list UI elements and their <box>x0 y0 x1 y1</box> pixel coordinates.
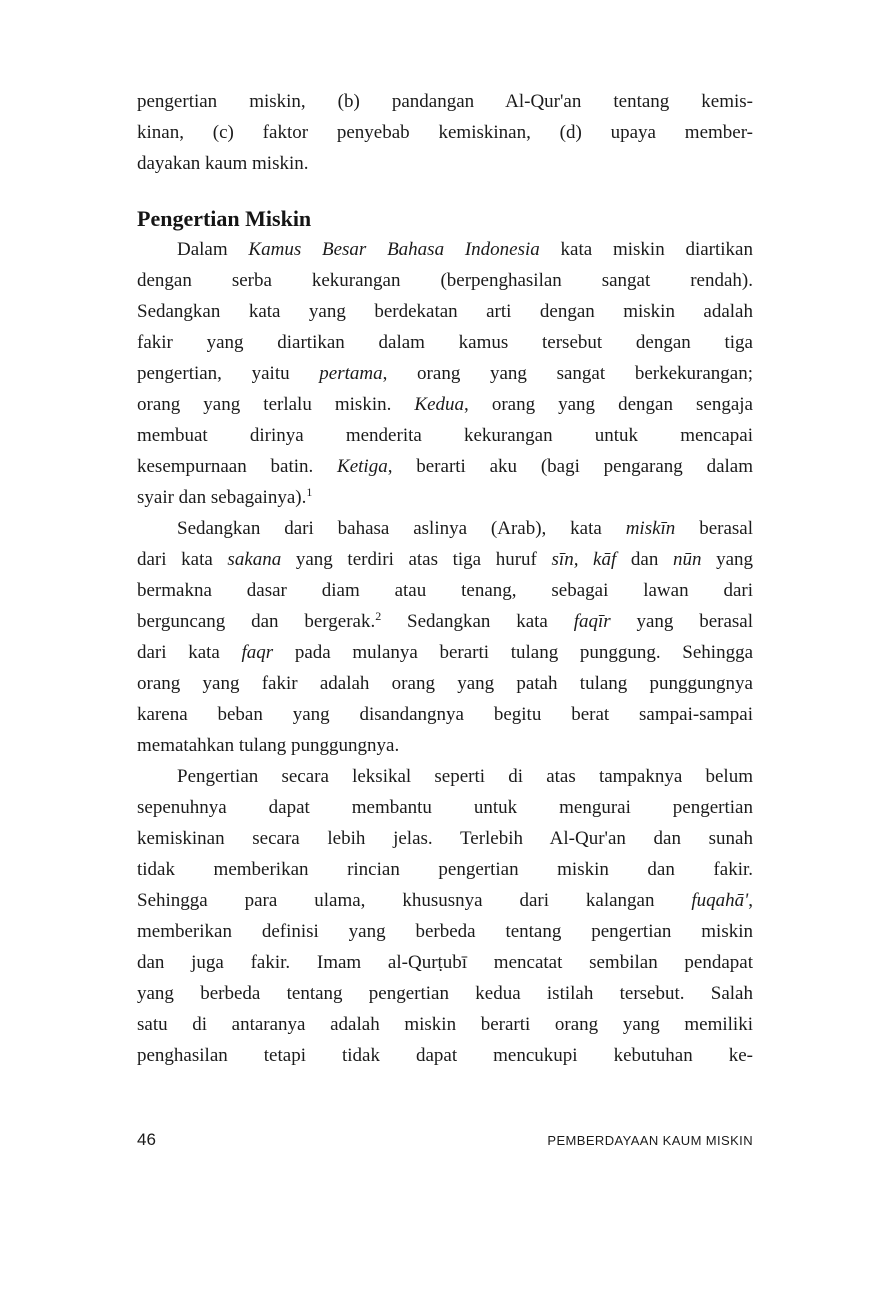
text-segment: Dalam <box>177 239 249 260</box>
paragraph <box>137 86 753 179</box>
text-line <box>137 947 753 978</box>
page-body <box>137 86 753 1071</box>
footnote-ref: 2 <box>375 609 382 623</box>
text-segment: membuat dirinya menderita kekurangan untuk mencapai <box>137 425 753 446</box>
page-number: 46 <box>137 1130 156 1149</box>
running-title: PEMBERDAYAAN KAUM MISKIN <box>547 1133 753 1148</box>
text-segment: pada mulanya berarti tulang punggung. Sehingga <box>273 642 753 663</box>
text-line <box>137 854 753 885</box>
text-line <box>137 792 753 823</box>
text-line <box>137 148 753 179</box>
text-line <box>137 389 753 420</box>
text-line <box>137 1040 753 1071</box>
italic-term: Kedua <box>414 394 465 415</box>
text-line <box>137 885 753 916</box>
text-line <box>137 544 753 575</box>
italic-term: nūn <box>672 549 702 570</box>
text-segment: Sedangkan dari bahasa aslinya (Arab), kata <box>177 518 626 539</box>
text-line <box>137 265 753 296</box>
text-segment: pengertian miskin, (b) pandangan Al-Qur'an tentang kemis- <box>137 91 753 112</box>
text-line <box>137 296 753 327</box>
italic-term: faqīr <box>573 611 611 632</box>
text-line <box>137 916 753 947</box>
italic-term: miskīn <box>625 518 676 539</box>
text-segment: , berarti aku (bagi pengarang dalam <box>387 456 753 477</box>
text-line <box>137 327 753 358</box>
footnote-ref: 1 <box>306 485 313 499</box>
text-segment: memberikan definisi yang berbeda tentang pengertian miskin <box>137 921 753 942</box>
text-segment: yang berbeda tentang pengertian kedua istilah tersebut. Salah <box>137 983 753 1004</box>
italic-term: fuqahā' <box>691 890 749 911</box>
text-segment: orang yang fakir adalah orang yang patah tulang punggungnya <box>137 673 753 694</box>
intro-paragraph-container <box>137 86 753 179</box>
text-segment: dari kata <box>137 549 228 570</box>
text-segment: orang yang terlalu miskin. <box>137 394 415 415</box>
text-segment: , <box>748 890 753 911</box>
text-segment: , orang yang dengan sengaja <box>464 394 753 415</box>
text-line <box>137 513 753 544</box>
text-segment: Sehingga para ulama, khususnya dari kalangan <box>137 890 692 911</box>
text-segment: kesempurnaan batin. <box>137 456 338 477</box>
italic-term: Ketiga <box>337 456 388 477</box>
text-line <box>137 86 753 117</box>
text-segment: satu di antaranya adalah miskin berarti orang yang memiliki <box>137 1014 753 1035</box>
text-line <box>137 668 753 699</box>
text-segment: Pengertian secara leksikal seperti di atas tampaknya belum <box>177 766 753 787</box>
text-segment: fakir yang diartikan dalam kamus tersebut dengan tiga <box>137 332 753 353</box>
text-segment: syair dan sebagainya). <box>137 487 307 508</box>
text-segment: Sedangkan kata yang berdekatan arti dengan miskin adalah <box>137 301 753 322</box>
section-paragraphs-container <box>137 234 753 1071</box>
text-segment: dari kata <box>137 642 242 663</box>
paragraph <box>137 234 753 513</box>
text-segment: berguncang dan bergerak. <box>137 611 376 632</box>
text-segment: dengan serba kekurangan (berpenghasilan sangat rendah). <box>137 270 753 291</box>
italic-term: sakana <box>227 549 282 570</box>
text-line <box>137 978 753 1009</box>
paragraph <box>137 513 753 761</box>
text-segment: bermakna dasar diam atau tenang, sebagai lawan dari <box>137 580 753 601</box>
text-segment: tidak memberikan rincian pengertian miskin dan fakir. <box>137 859 753 880</box>
text-line <box>137 823 753 854</box>
text-segment: kinan, (c) faktor penyebab kemiskinan, (d) upaya member- <box>137 122 753 143</box>
text-line <box>137 761 753 792</box>
text-segment: yang berasal <box>610 611 753 632</box>
text-segment: dayakan kaum miskin. <box>137 153 309 174</box>
text-line <box>137 606 753 637</box>
text-segment: pengertian, yaitu <box>137 363 320 384</box>
paragraph <box>137 761 753 1071</box>
text-line <box>137 117 753 148</box>
italic-term: sīn, kāf <box>551 549 617 570</box>
text-line <box>137 637 753 668</box>
text-line <box>137 358 753 389</box>
text-segment: Sedangkan kata <box>381 611 574 632</box>
text-segment: dan juga fakir. Imam al-Qurṭubī mencatat sembilan pendapat <box>137 952 753 973</box>
text-segment: mematahkan tulang punggungnya. <box>137 735 400 756</box>
italic-term: faqr <box>241 642 274 663</box>
text-line <box>137 234 753 265</box>
text-segment: berasal <box>675 518 753 539</box>
text-line <box>137 575 753 606</box>
text-segment: dan <box>616 549 673 570</box>
text-segment: , orang yang sangat berkekurangan; <box>382 363 753 384</box>
italic-term: pertama <box>319 363 383 384</box>
text-line <box>137 420 753 451</box>
text-line <box>137 1009 753 1040</box>
italic-term: Kamus Besar Bahasa Indonesia <box>248 239 540 260</box>
text-line <box>137 482 753 513</box>
text-segment: kemiskinan secara lebih jelas. Terlebih Al-Qur'an dan sunah <box>137 828 753 849</box>
text-segment: sepenuhnya dapat membantu untuk mengurai pengertian <box>137 797 753 818</box>
text-segment: kata miskin diartikan <box>539 239 753 260</box>
text-line <box>137 699 753 730</box>
text-segment: penghasilan tetapi tidak dapat mencukupi kebutuhan ke- <box>137 1045 753 1066</box>
text-segment: yang <box>701 549 753 570</box>
text-line <box>137 730 753 761</box>
text-segment: karena beban yang disandangnya begitu berat sampai-sampai <box>137 704 753 725</box>
page-footer <box>137 1130 753 1150</box>
text-segment: yang terdiri atas tiga huruf <box>281 549 552 570</box>
text-line <box>137 451 753 482</box>
section-heading: Pengertian Miskin <box>137 206 312 231</box>
